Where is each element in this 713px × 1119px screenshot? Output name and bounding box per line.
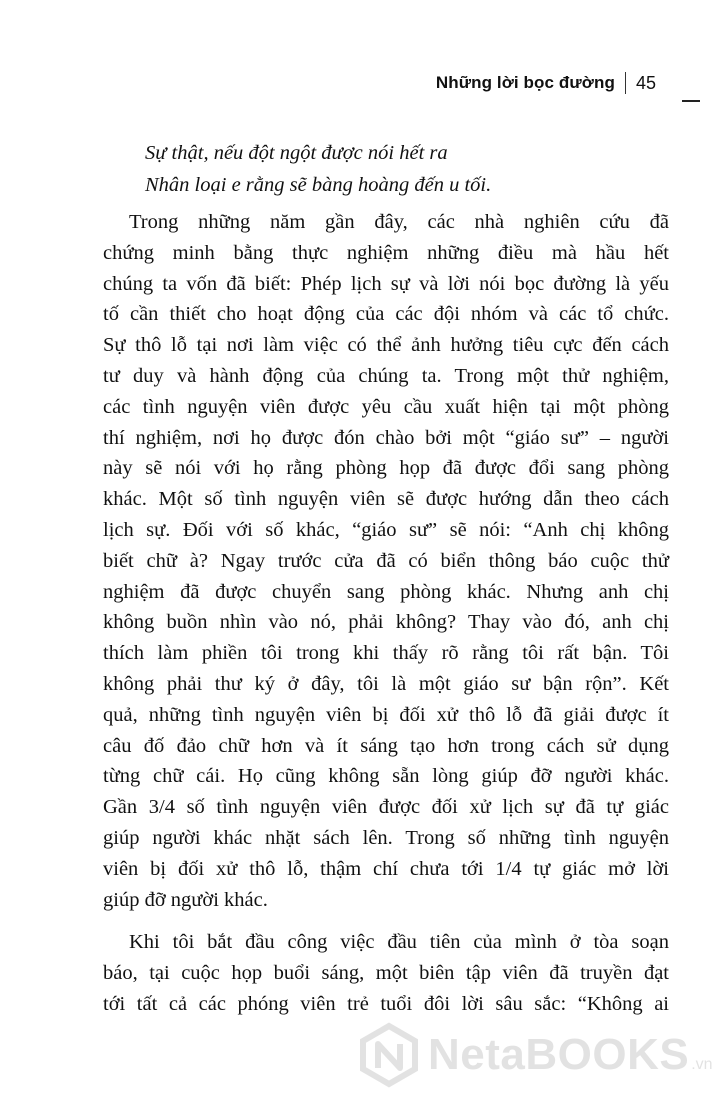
text-line: thí nghiệm, nơi họ được đón chào bởi một “giáo sư” – người: [103, 426, 669, 449]
epigraph: [145, 137, 491, 201]
text-line: tới tất cả các phóng viên trẻ tuổi đôi lời sâu sắc: “Không ai: [103, 992, 669, 1015]
chapter-title: Những lời bọc đường: [436, 72, 626, 94]
epigraph-line: Nhân loại e rằng sẽ bàng hoàng đến u tối.: [145, 174, 492, 196]
text-line: Khi tôi bắt đầu công việc đầu tiên của mình ở tòa soạn: [129, 931, 669, 954]
page-number: 45: [635, 73, 656, 93]
header-rule: [682, 100, 700, 102]
text-line: tố cần thiết cho hoạt động của các đội nhóm và các tổ chức.: [103, 303, 669, 326]
text-line: viên bị đối xử thô lỗ, thậm chí chưa tới 1/4 tự giác mở lời: [103, 857, 669, 880]
text-line: quả, những tình nguyện viên bị đối xử thô lỗ đã giải được ít: [103, 703, 669, 726]
netabooks-logo-icon: [360, 1024, 418, 1086]
text-line: không phải thư ký ở đây, tôi là một giáo sư bận rộn”. Kết: [103, 672, 669, 695]
paragraph-2: [103, 927, 669, 1019]
text-line: Trong những năm gần đây, các nhà nghiên cứu đã: [129, 211, 669, 233]
text-line: nghiệm đã được chuyển sang phòng khác. Nhưng anh chị: [103, 580, 669, 603]
text-line: tư duy và hành động của chúng ta. Trong một thử nghiệm,: [103, 364, 669, 387]
text-line: chứng minh bằng thực nghiệm những điều mà hầu hết: [103, 241, 669, 264]
epigraph-line: Sự thật, nếu đột ngột được nói hết ra: [145, 142, 448, 164]
text-line: chúng ta vốn đã biết: Phép lịch sự và lời nói bọc đường là yếu: [103, 272, 669, 295]
text-line: Gần 3/4 số tình nguyện viên được đối xử lịch sự đã tự giác: [103, 796, 669, 819]
paragraph-1: [103, 207, 669, 915]
text-line: biết chữ à? Ngay trước cửa đã có biển thông báo cuộc thử: [103, 549, 669, 572]
watermark-brand: NetaBOOKS: [428, 1030, 690, 1079]
body-text: [103, 207, 669, 1032]
text-line: thích làm phiền tôi trong khi thấy rõ rằng tôi rất bận. Tôi: [103, 642, 669, 665]
text-line: các tình nguyện viên được yêu cầu xuất hiện tại một phòng: [103, 395, 669, 418]
text-line: lịch sự. Đối với số khác, “giáo sư” sẽ nói: “Anh chị không: [103, 518, 669, 541]
running-header: [436, 72, 656, 94]
text-line: từng chữ cái. Họ cũng không sẵn lòng giúp đỡ người khác.: [103, 765, 669, 788]
watermark-suffix: .vn: [691, 1056, 713, 1073]
text-line: Sự thô lỗ tại nơi làm việc có thể ảnh hưởng tiêu cực đến cách: [103, 334, 669, 357]
text-line: giúp đỡ người khác.: [103, 888, 268, 911]
text-line: câu đố đảo chữ hơn và ít sáng tạo hơn trong cách sử dụng: [103, 734, 669, 757]
watermark: [360, 1024, 713, 1086]
text-line: không buồn nhìn vào nó, phải không? Thay vào đó, anh chị: [103, 611, 669, 634]
text-line: khác. Một số tình nguyện viên sẽ được hướng dẫn theo cách: [103, 488, 669, 511]
text-line: này sẽ nói với họ rằng phòng họp đã được đổi sang phòng: [103, 457, 669, 480]
text-line: giúp người khác nhặt sách lên. Trong số những tình nguyện: [103, 826, 669, 849]
text-line: báo, tại cuộc họp buổi sáng, một biên tập viên đã truyền đạt: [103, 962, 669, 985]
